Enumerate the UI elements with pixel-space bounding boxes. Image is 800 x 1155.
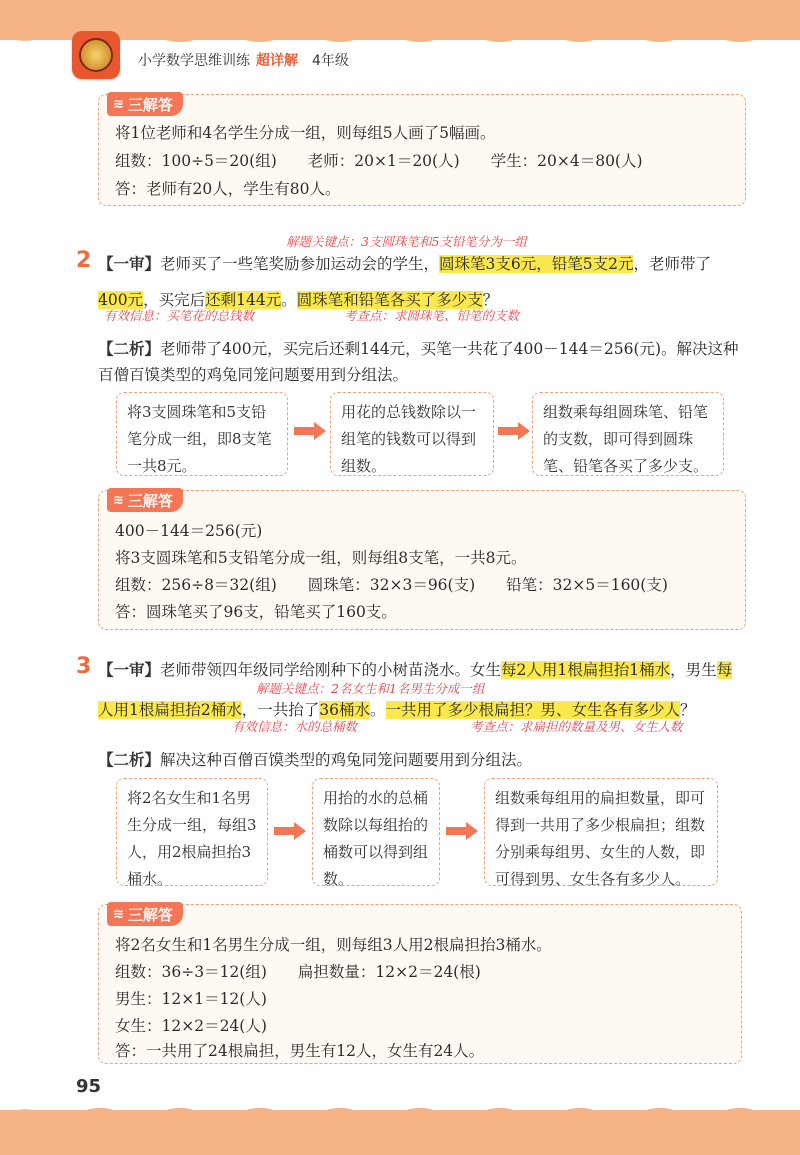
book-logo: [72, 31, 120, 79]
annotation-key-point: 解题关键点：3支圆珠笔和5支铅笔分为一组: [286, 234, 527, 249]
analysis-tag: 【二析】: [98, 340, 161, 358]
answer-line: 组数：100÷5＝20(组) 老师：20×1＝20(人) 学生：20×4＝80(人): [115, 152, 643, 170]
problem-number: 2: [76, 248, 92, 273]
annotation-key-point: 解题关键点：2名女生和1名男生分成一组: [256, 681, 485, 696]
highlight: 400元: [98, 291, 144, 309]
review-tag: 【一审】: [98, 255, 161, 273]
answer-line: 将2名女生和1名男生分成一组，则每组3人用2根扁担抬3桶水。: [115, 936, 552, 954]
step-box: 用抬的水的总桶数除以每组抬的桶数可以得到组数。: [312, 778, 440, 886]
answer-line: 组数：36÷3＝12(组) 扁担数量：12×2＝24(根): [115, 963, 481, 981]
arrow-right-icon: [498, 422, 530, 440]
answer-panel-2: [98, 490, 746, 630]
answer-line: 男生：12×1＝12(人): [115, 990, 267, 1008]
analysis-line: 【二析】解决这种百僧百馍类型的鸡兔同笼问题要用到分组法。: [98, 751, 533, 769]
bottom-wave-edge: [0, 1104, 800, 1118]
top-decorative-band: [0, 0, 800, 40]
page-number: 95: [76, 1076, 102, 1097]
question-line: 400元，买完后还剩144元。圆珠笔和铅笔各买了多少支？: [98, 291, 499, 309]
arrow-right-icon: [294, 422, 326, 440]
answer-line: 答：老师有20人，学生有80人。: [115, 180, 341, 198]
question-line: 【一审】老师带领四年级同学给刚种下的小树苗浇水。女生每2人用1根扁担抬1桶水，男生每: [98, 661, 733, 679]
step-box: 组数乘每组圆珠笔、铅笔的支数，即可得到圆珠笔、铅笔各买了多少支。: [532, 392, 724, 476]
step-box: 将2名女生和1名男生分成一组，每组3人，用2根扁担抬3桶水。: [116, 778, 268, 886]
answer-line: 将3支圆珠笔和5支铅笔分成一组，则每组8支笔，一共8元。: [115, 549, 527, 567]
answer-line: 400－144＝256(元): [115, 522, 263, 540]
annotation-focus: 考查点：求圆珠笔、铅笔的支数: [344, 308, 520, 323]
arrow-right-icon: [274, 822, 306, 840]
answer-panel-3: [98, 904, 742, 1064]
step-box: 将3支圆珠笔和5支铅笔分成一组，即8支笔一共8元。: [116, 392, 288, 476]
answer-label: ≋ 三解答: [107, 92, 183, 116]
answer-line: 女生：12×2＝24(人): [115, 1017, 267, 1035]
highlight: 每: [716, 661, 733, 679]
answer-line: 组数：256÷8＝32(组) 圆珠笔：32×3＝96(支) 铅笔：32×5＝160(支): [115, 576, 668, 594]
wave-icon: ≋: [113, 906, 123, 922]
answer-label: ≋ 三解答: [107, 902, 183, 926]
analysis-line: 【二析】老师带了400元，买完后还剩144元，买笔一共花了400－144＝256(元)。解决这种: [98, 340, 739, 358]
wave-icon: ≋: [113, 96, 123, 112]
answer-panel-1: [98, 94, 746, 206]
answer-line: 答：一共用了24根扁担，男生有12人，女生有24人。: [115, 1042, 485, 1060]
analysis-line: 百僧百馍类型的鸡兔同笼问题要用到分组法。: [98, 366, 409, 384]
highlight: 圆珠笔和铅笔各买了多少支: [296, 291, 483, 309]
header-grade: 4年级: [312, 53, 349, 69]
step-box: 组数乘每组用的扁担数量，即可得到一共用了多少根扁担；组数分别乘每组男、女生的人数，即可得到男、女生各有多少人。: [484, 778, 718, 886]
annotation-focus: 考查点：求扁担的数量及男、女生人数: [470, 719, 683, 734]
answer-line: 答：圆珠笔买了96支，铅笔买了160支。: [115, 603, 397, 621]
header-emphasis: 超详解: [256, 53, 298, 69]
analysis-tag: 【二析】: [98, 751, 161, 769]
step-box: 用花的总钱数除以一组笔的钱数可以得到组数。: [330, 392, 494, 476]
bottom-decorative-band: [0, 1110, 800, 1155]
problem-number: 3: [76, 654, 92, 679]
header-title: 小学数学思维训练: [138, 53, 250, 69]
arrow-right-icon: [446, 822, 478, 840]
question-line: 人用1根扁担抬2桶水，一共抬了36桶水。一共用了多少根扁担？男、女生各有多少人？: [98, 701, 696, 719]
wave-icon: ≋: [113, 492, 123, 508]
highlight: 每2人用1根扁担抬1桶水: [501, 661, 671, 679]
highlight: 圆珠笔3支6元，铅笔5支2元: [439, 255, 634, 273]
question-line: 【一审】老师买了一些笔奖励参加运动会的学生，圆珠笔3支6元，铅笔5支2元，老师带了: [98, 255, 711, 273]
highlight: 人用1根扁担抬2桶水: [98, 701, 242, 719]
page-header: [72, 40, 349, 80]
answer-line: 将1位老师和4名学生分成一组，则每组5人画了5幅画。: [115, 124, 496, 142]
annotation-valid-info: 有效信息：买笔花的总钱数: [104, 308, 255, 323]
annotation-valid-info: 有效信息：水的总桶数: [232, 719, 358, 734]
answer-label: ≋ 三解答: [107, 488, 183, 512]
highlight: 还剩144元: [205, 291, 282, 309]
highlight: 一共用了多少根扁担？男、女生各有多少人: [385, 701, 681, 719]
highlight: 36桶水: [319, 701, 370, 719]
review-tag: 【一审】: [98, 661, 161, 679]
